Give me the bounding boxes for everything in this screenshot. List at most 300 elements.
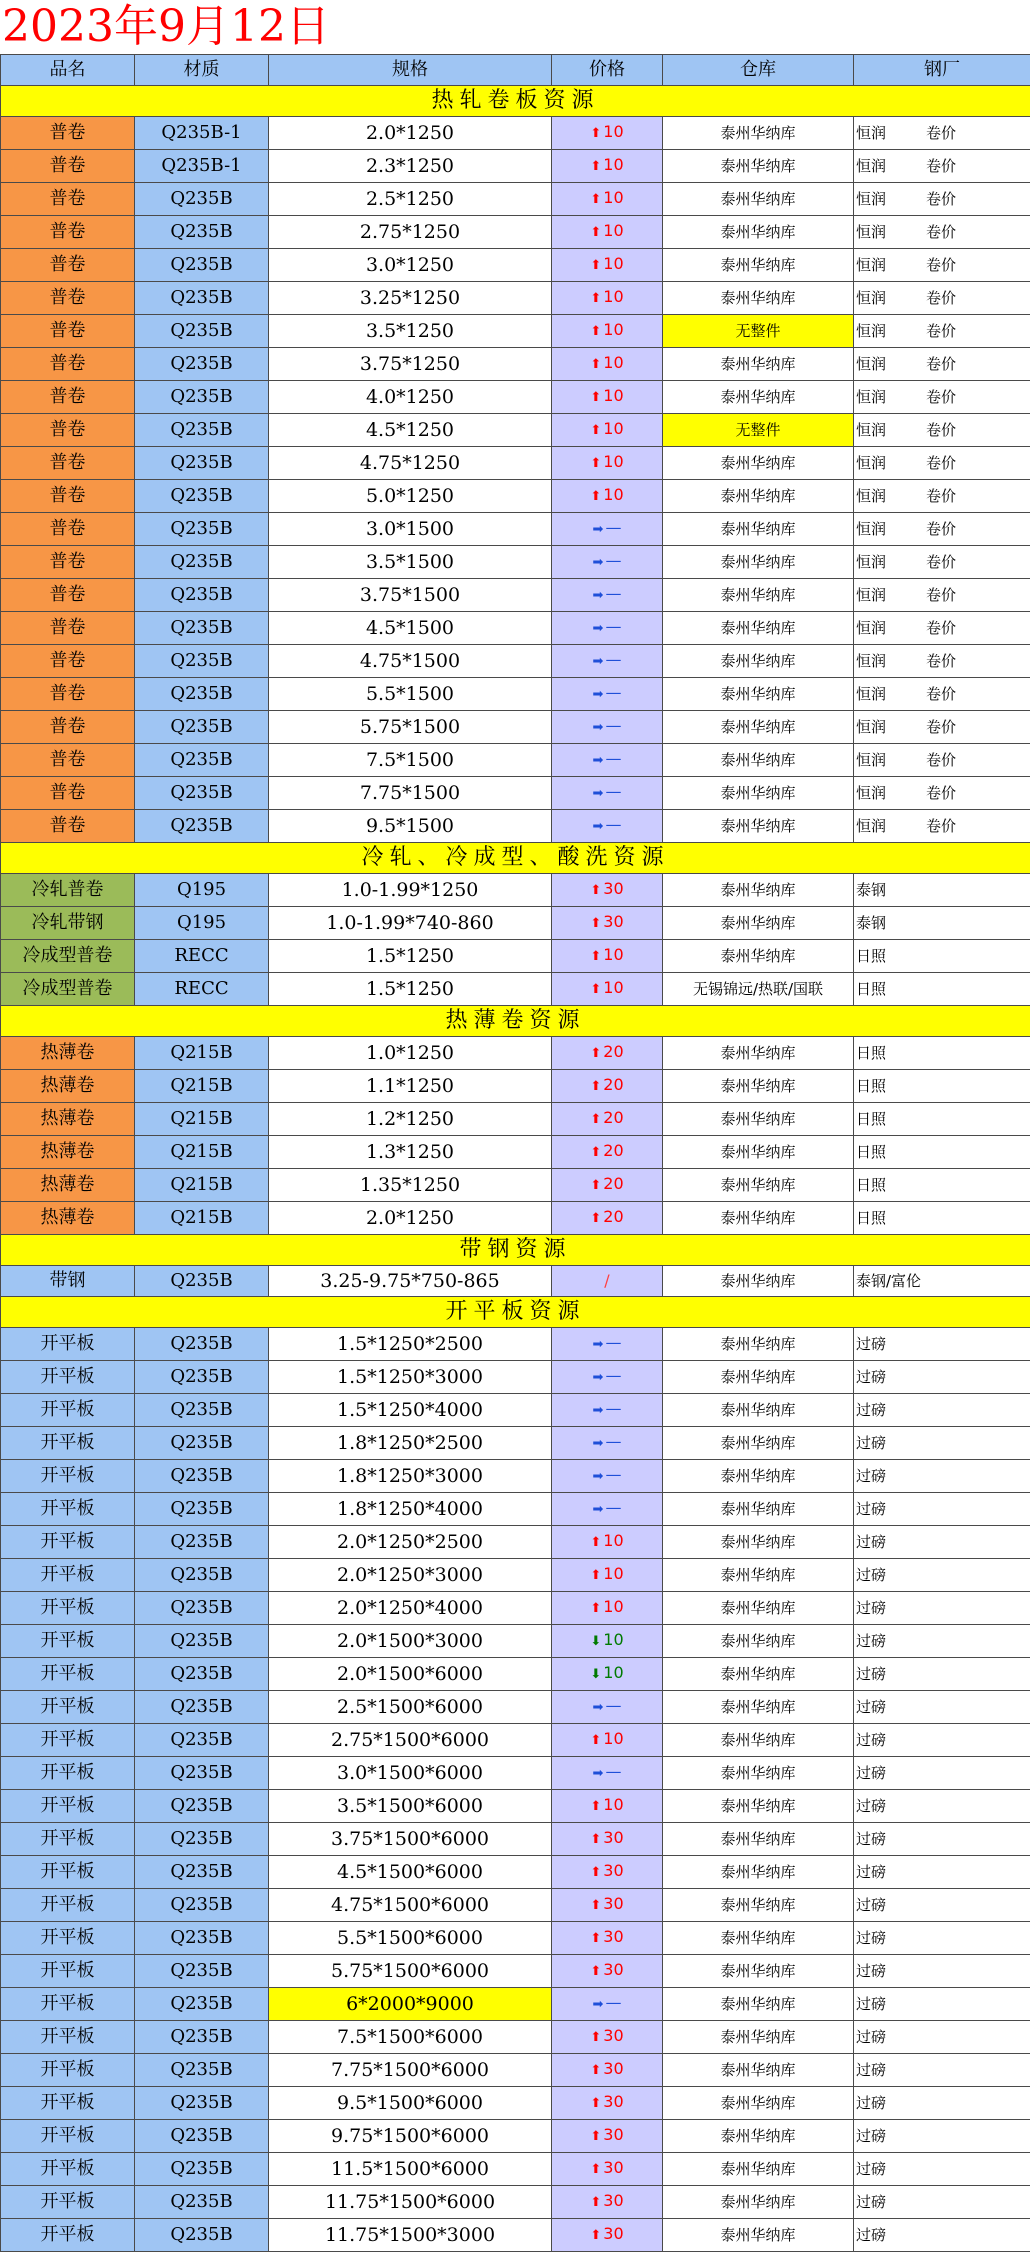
table-row <box>1 973 1030 1006</box>
arrow-down-icon: ⬇ <box>590 1627 601 1657</box>
mill-price-basis: 卷价 <box>926 547 956 577</box>
warehouse-cell: 泰州华纳库 <box>663 1526 854 1559</box>
product-name-cell: 普卷 <box>1 348 135 381</box>
mill-name: 过磅 <box>856 1599 886 1617</box>
price-cell <box>552 1889 663 1922</box>
mill-name: 过磅 <box>856 2193 886 2211</box>
warehouse-cell: 泰州华纳库 <box>663 546 854 579</box>
header-spec: 规格 <box>269 55 552 86</box>
mill-name: 过磅 <box>856 1434 886 1452</box>
table-row <box>1 777 1030 810</box>
warehouse-cell: 泰州华纳库 <box>663 1988 854 2021</box>
price-cell <box>552 1757 663 1790</box>
table-row <box>1 1691 1030 1724</box>
table-row <box>1 414 1030 447</box>
material-cell: Q235B <box>135 1922 269 1955</box>
table-row <box>1 678 1030 711</box>
spec-cell: 5.75*1500 <box>269 711 552 744</box>
price-cell <box>552 1169 663 1202</box>
price-cell <box>552 249 663 282</box>
product-name-cell: 开平板 <box>1 1625 135 1658</box>
price-change-value: — <box>605 1465 621 1484</box>
price-change-value: — <box>605 1762 621 1781</box>
mill-name: 过磅 <box>856 1797 886 1815</box>
mill-name: 恒润 <box>856 553 886 571</box>
table-row <box>1 1988 1030 2021</box>
mill-cell <box>854 1202 1030 1235</box>
material-cell: Q235B <box>135 645 269 678</box>
mill-name: 泰钢/富伦 <box>856 1272 921 1290</box>
section-title: 冷轧、冷成型、酸洗资源 <box>1 843 1030 874</box>
price-change-value: 10 <box>603 1729 623 1748</box>
price-cell <box>552 117 663 150</box>
price-cell <box>552 612 663 645</box>
table-row <box>1 1889 1030 1922</box>
mill-name: 日照 <box>856 947 886 965</box>
arrow-up-icon: ⬆ <box>590 1528 601 1558</box>
mill-name: 恒润 <box>856 520 886 538</box>
spec-cell: 2.0*1250*4000 <box>269 1592 552 1625</box>
spec-cell: 7.5*1500 <box>269 744 552 777</box>
arrow-up-icon: ⬆ <box>590 876 601 906</box>
mill-cell <box>854 612 1030 645</box>
spec-cell: 7.75*1500 <box>269 777 552 810</box>
mill-price-basis: 卷价 <box>926 679 956 709</box>
mill-cell <box>854 447 1030 480</box>
mill-name: 恒润 <box>856 487 886 505</box>
spec-cell: 2.0*1250 <box>269 1202 552 1235</box>
price-cell <box>552 1856 663 1889</box>
price-change-value: 10 <box>603 978 623 997</box>
mill-cell <box>854 2186 1030 2219</box>
price-change-value: 10 <box>603 353 623 372</box>
price-change-value: 30 <box>603 879 623 898</box>
price-cell <box>552 2021 663 2054</box>
mill-cell <box>854 678 1030 711</box>
arrow-up-icon: ⬆ <box>590 1039 601 1069</box>
product-name-cell: 开平板 <box>1 1724 135 1757</box>
mill-name: 日照 <box>856 1209 886 1227</box>
spec-cell: 3.75*1250 <box>269 348 552 381</box>
spec-cell: 4.75*1250 <box>269 447 552 480</box>
mill-cell <box>854 480 1030 513</box>
price-cell <box>552 2219 663 2252</box>
arrow-up-icon: ⬆ <box>590 975 601 1005</box>
header-name: 品名 <box>1 55 135 86</box>
mill-cell <box>854 1103 1030 1136</box>
price-cell <box>552 216 663 249</box>
product-name-cell: 冷成型普卷 <box>1 940 135 973</box>
warehouse-cell: 泰州华纳库 <box>663 777 854 810</box>
table-row <box>1 1790 1030 1823</box>
arrow-up-icon: ⬆ <box>590 2221 601 2251</box>
spec-cell: 3.5*1500*6000 <box>269 1790 552 1823</box>
mill-name: 泰钢 <box>856 881 886 899</box>
mill-name: 泰钢 <box>856 914 886 932</box>
price-change-value: — <box>605 617 621 636</box>
price-change-value: — <box>605 551 621 570</box>
table-row <box>1 348 1030 381</box>
arrow-up-icon: ⬆ <box>590 1792 601 1822</box>
price-cell <box>552 1988 663 2021</box>
mill-cell <box>854 1922 1030 1955</box>
warehouse-cell: 泰州华纳库 <box>663 1757 854 1790</box>
mill-price-basis: 卷价 <box>926 745 956 775</box>
spec-cell: 5.75*1500*6000 <box>269 1955 552 1988</box>
material-cell: Q235B <box>135 1823 269 1856</box>
mill-price-basis: 卷价 <box>926 646 956 676</box>
table-row <box>1 1823 1030 1856</box>
warehouse-cell: 泰州华纳库 <box>663 381 854 414</box>
arrow-up-icon: ⬆ <box>590 2056 601 2086</box>
material-cell: Q215B <box>135 1103 269 1136</box>
product-name-cell: 开平板 <box>1 1988 135 2021</box>
price-cell <box>552 1691 663 1724</box>
arrow-flat-icon: ➡ <box>593 614 604 644</box>
mill-name: 过磅 <box>856 2160 886 2178</box>
section-header-row <box>1 843 1030 874</box>
table-row <box>1 940 1030 973</box>
table-row <box>1 1559 1030 1592</box>
warehouse-cell: 泰州华纳库 <box>663 810 854 843</box>
material-cell: Q195 <box>135 874 269 907</box>
section-header-row <box>1 86 1030 117</box>
price-cell <box>552 480 663 513</box>
material-cell: Q235B <box>135 546 269 579</box>
price-change-value: — <box>605 1432 621 1451</box>
product-name-cell: 开平板 <box>1 1493 135 1526</box>
price-change-value: 10 <box>603 287 623 306</box>
price-change-value: 30 <box>603 912 623 931</box>
material-cell: Q215B <box>135 1070 269 1103</box>
price-cell <box>552 973 663 1006</box>
mill-price-basis: 卷价 <box>926 712 956 742</box>
arrow-up-icon: ⬆ <box>590 383 601 413</box>
price-cell <box>552 777 663 810</box>
table-row <box>1 744 1030 777</box>
spec-cell: 7.75*1500*6000 <box>269 2054 552 2087</box>
mill-cell <box>854 216 1030 249</box>
warehouse-cell: 泰州华纳库 <box>663 1625 854 1658</box>
mill-price-basis: 卷价 <box>926 151 956 181</box>
arrow-flat-icon: ➡ <box>593 515 604 545</box>
table-row <box>1 249 1030 282</box>
spec-cell: 1.0-1.99*740-860 <box>269 907 552 940</box>
price-change-value: — <box>605 584 621 603</box>
price-change-value: 30 <box>603 2158 623 2177</box>
price-change-value: 30 <box>603 1894 623 1913</box>
price-change-value: — <box>605 650 621 669</box>
price-change-value: 30 <box>603 1927 623 1946</box>
price-change-value: 10 <box>603 1531 623 1550</box>
mill-cell <box>854 1724 1030 1757</box>
mill-name: 恒润 <box>856 652 886 670</box>
table-row <box>1 480 1030 513</box>
warehouse-cell: 泰州华纳库 <box>663 1691 854 1724</box>
mill-name: 恒润 <box>856 124 886 142</box>
warehouse-cell: 泰州华纳库 <box>663 1202 854 1235</box>
table-row <box>1 183 1030 216</box>
mill-name: 过磅 <box>856 2061 886 2079</box>
spec-cell: 2.75*1500*6000 <box>269 1724 552 1757</box>
price-cell <box>552 1526 663 1559</box>
mill-price-basis: 卷价 <box>926 250 956 280</box>
warehouse-cell: 泰州华纳库 <box>663 1136 854 1169</box>
warehouse-cell: 泰州华纳库 <box>663 2219 854 2252</box>
product-name-cell: 热薄卷 <box>1 1037 135 1070</box>
arrow-up-icon: ⬆ <box>590 1105 601 1135</box>
material-cell: Q235B <box>135 612 269 645</box>
spec-cell: 5.5*1500*6000 <box>269 1922 552 1955</box>
warehouse-cell: 泰州华纳库 <box>663 2021 854 2054</box>
spec-cell: 4.75*1500 <box>269 645 552 678</box>
warehouse-cell: 泰州华纳库 <box>663 1658 854 1691</box>
warehouse-cell: 泰州华纳库 <box>663 2087 854 2120</box>
spec-cell: 1.1*1250 <box>269 1070 552 1103</box>
mill-cell <box>854 414 1030 447</box>
table-row <box>1 1724 1030 1757</box>
warehouse-cell: 泰州华纳库 <box>663 1955 854 1988</box>
arrow-flat-icon: ➡ <box>593 1363 604 1393</box>
mill-name: 日照 <box>856 1110 886 1128</box>
mill-cell <box>854 1361 1030 1394</box>
arrow-up-icon: ⬆ <box>590 119 601 149</box>
price-change-value: 10 <box>603 1630 623 1649</box>
price-change-value: 10 <box>603 1663 623 1682</box>
price-cell <box>552 315 663 348</box>
section-title: 开平板资源 <box>1 1297 1030 1328</box>
price-change-value: — <box>605 1399 621 1418</box>
table-row <box>1 1625 1030 1658</box>
arrow-flat-icon: ➡ <box>593 1693 604 1723</box>
product-name-cell: 冷轧带钢 <box>1 907 135 940</box>
arrow-flat-icon: ➡ <box>593 1462 604 1492</box>
warehouse-cell: 无整件 <box>663 414 854 447</box>
arrow-up-icon: ⬆ <box>590 449 601 479</box>
table-row <box>1 1070 1030 1103</box>
table-row <box>1 612 1030 645</box>
mill-price-basis: 卷价 <box>926 283 956 313</box>
arrow-flat-icon: ➡ <box>593 1429 604 1459</box>
material-cell: Q235B <box>135 249 269 282</box>
table-row <box>1 150 1030 183</box>
price-change-value: — <box>605 815 621 834</box>
price-change-value: 10 <box>603 485 623 504</box>
price-cell <box>552 2120 663 2153</box>
warehouse-cell: 泰州华纳库 <box>663 940 854 973</box>
header-material: 材质 <box>135 55 269 86</box>
mill-cell <box>854 1955 1030 1988</box>
arrow-flat-icon: ➡ <box>593 1990 604 2020</box>
table-row <box>1 907 1030 940</box>
mill-price-basis: 卷价 <box>926 217 956 247</box>
warehouse-cell: 泰州华纳库 <box>663 216 854 249</box>
spec-cell: 2.75*1250 <box>269 216 552 249</box>
material-cell: Q235B <box>135 414 269 447</box>
price-change-value: — <box>605 1696 621 1715</box>
price-cell <box>552 1037 663 1070</box>
price-change-value: 30 <box>603 2191 623 2210</box>
section-title: 热薄卷资源 <box>1 1006 1030 1037</box>
arrow-up-icon: ⬆ <box>590 284 601 314</box>
mill-name: 恒润 <box>856 157 886 175</box>
price-cell <box>552 381 663 414</box>
arrow-up-icon: ⬆ <box>590 942 601 972</box>
spec-cell: 3.75*1500*6000 <box>269 1823 552 1856</box>
material-cell: Q195 <box>135 907 269 940</box>
arrow-flat-icon: ➡ <box>593 647 604 677</box>
spec-cell: 1.8*1250*2500 <box>269 1427 552 1460</box>
material-cell: Q215B <box>135 1037 269 1070</box>
mill-cell <box>854 546 1030 579</box>
arrow-up-icon: ⬆ <box>590 482 601 512</box>
arrow-up-icon: ⬆ <box>590 1891 601 1921</box>
mill-cell <box>854 1790 1030 1823</box>
arrow-up-icon: ⬆ <box>590 1957 601 1987</box>
product-name-cell: 开平板 <box>1 1559 135 1592</box>
header-price: 价格 <box>552 55 663 86</box>
mill-price-basis: 卷价 <box>926 811 956 841</box>
product-name-cell: 带钢 <box>1 1266 135 1297</box>
price-cell <box>552 183 663 216</box>
mill-price-basis: 卷价 <box>926 613 956 643</box>
price-cell <box>552 414 663 447</box>
warehouse-cell: 泰州华纳库 <box>663 711 854 744</box>
mill-price-basis: 卷价 <box>926 580 956 610</box>
mill-cell <box>854 1136 1030 1169</box>
price-change-value: 20 <box>603 1075 623 1094</box>
price-cell <box>552 1922 663 1955</box>
arrow-flat-icon: ➡ <box>593 1396 604 1426</box>
spec-cell: 1.5*1250*2500 <box>269 1328 552 1361</box>
warehouse-cell: 泰州华纳库 <box>663 744 854 777</box>
price-cell <box>552 1724 663 1757</box>
warehouse-cell: 泰州华纳库 <box>663 2054 854 2087</box>
price-cell <box>552 711 663 744</box>
material-cell: Q235B <box>135 1592 269 1625</box>
arrow-up-icon: ⬆ <box>590 2023 601 2053</box>
price-cell <box>552 1493 663 1526</box>
mill-cell <box>854 2219 1030 2252</box>
mill-cell <box>854 1625 1030 1658</box>
price-cell <box>552 1361 663 1394</box>
material-cell: Q215B <box>135 1202 269 1235</box>
arrow-flat-icon: ➡ <box>593 746 604 776</box>
table-row <box>1 2186 1030 2219</box>
table-row <box>1 546 1030 579</box>
material-cell: Q235B <box>135 315 269 348</box>
mill-cell <box>854 1037 1030 1070</box>
table-row <box>1 282 1030 315</box>
table-row <box>1 315 1030 348</box>
mill-cell <box>854 810 1030 843</box>
material-cell: Q235B <box>135 348 269 381</box>
mill-cell <box>854 1691 1030 1724</box>
mill-name: 过磅 <box>856 1533 886 1551</box>
mill-name: 恒润 <box>856 619 886 637</box>
warehouse-cell: 泰州华纳库 <box>663 1724 854 1757</box>
warehouse-cell: 泰州华纳库 <box>663 1856 854 1889</box>
mill-cell <box>854 711 1030 744</box>
spec-cell: 1.8*1250*3000 <box>269 1460 552 1493</box>
material-cell: Q215B <box>135 1169 269 1202</box>
mill-price-basis: 卷价 <box>926 316 956 346</box>
material-cell: Q235B <box>135 1790 269 1823</box>
price-cell <box>552 678 663 711</box>
material-cell: Q235B <box>135 777 269 810</box>
arrow-up-icon: ⬆ <box>590 1072 601 1102</box>
price-cell <box>552 2153 663 2186</box>
warehouse-cell: 泰州华纳库 <box>663 612 854 645</box>
product-name-cell: 普卷 <box>1 777 135 810</box>
mill-cell <box>854 2054 1030 2087</box>
price-cell <box>552 810 663 843</box>
mill-name: 过磅 <box>856 2028 886 2046</box>
table-row <box>1 1328 1030 1361</box>
mill-name: 日照 <box>856 1044 886 1062</box>
price-change-value: — <box>605 1498 621 1517</box>
product-name-cell: 普卷 <box>1 414 135 447</box>
section-header-row <box>1 1297 1030 1328</box>
spec-cell: 3.75*1500 <box>269 579 552 612</box>
table-row <box>1 1394 1030 1427</box>
product-name-cell: 普卷 <box>1 249 135 282</box>
product-name-cell: 普卷 <box>1 678 135 711</box>
arrow-up-icon: ⬆ <box>590 909 601 939</box>
mill-name: 过磅 <box>856 1896 886 1914</box>
product-name-cell: 开平板 <box>1 1394 135 1427</box>
product-name-cell: 普卷 <box>1 282 135 315</box>
mill-name: 恒润 <box>856 256 886 274</box>
mill-cell <box>854 1823 1030 1856</box>
price-cell <box>552 1328 663 1361</box>
product-name-cell: 开平板 <box>1 1823 135 1856</box>
product-name-cell: 开平板 <box>1 1328 135 1361</box>
material-cell: Q235B <box>135 744 269 777</box>
product-name-cell: 热薄卷 <box>1 1070 135 1103</box>
material-cell: Q235B <box>135 1955 269 1988</box>
section-title: 带钢资源 <box>1 1235 1030 1266</box>
material-cell: Q235B <box>135 810 269 843</box>
product-name-cell: 普卷 <box>1 513 135 546</box>
spec-cell: 3.25-9.75*750-865 <box>269 1266 552 1297</box>
mill-name: 恒润 <box>856 388 886 406</box>
arrow-up-icon: ⬆ <box>590 2089 601 2119</box>
table-row <box>1 874 1030 907</box>
product-name-cell: 开平板 <box>1 2153 135 2186</box>
price-change-value: 10 <box>603 320 623 339</box>
price-cell <box>552 1427 663 1460</box>
spec-cell: 1.2*1250 <box>269 1103 552 1136</box>
warehouse-cell: 泰州华纳库 <box>663 1361 854 1394</box>
mill-cell <box>854 1559 1030 1592</box>
price-cell <box>552 1266 663 1297</box>
arrow-down-icon: ⬇ <box>590 1660 601 1690</box>
table-row <box>1 2087 1030 2120</box>
mill-cell <box>854 315 1030 348</box>
price-cell <box>552 744 663 777</box>
product-name-cell: 冷成型普卷 <box>1 973 135 1006</box>
mill-cell <box>854 1460 1030 1493</box>
product-name-cell: 热薄卷 <box>1 1202 135 1235</box>
mill-cell <box>854 2021 1030 2054</box>
mill-name: 恒润 <box>856 784 886 802</box>
material-cell: Q235B <box>135 1361 269 1394</box>
arrow-up-icon: ⬆ <box>590 2155 601 2185</box>
table-row <box>1 117 1030 150</box>
warehouse-cell: 泰州华纳库 <box>663 249 854 282</box>
price-change-value: 20 <box>603 1108 623 1127</box>
